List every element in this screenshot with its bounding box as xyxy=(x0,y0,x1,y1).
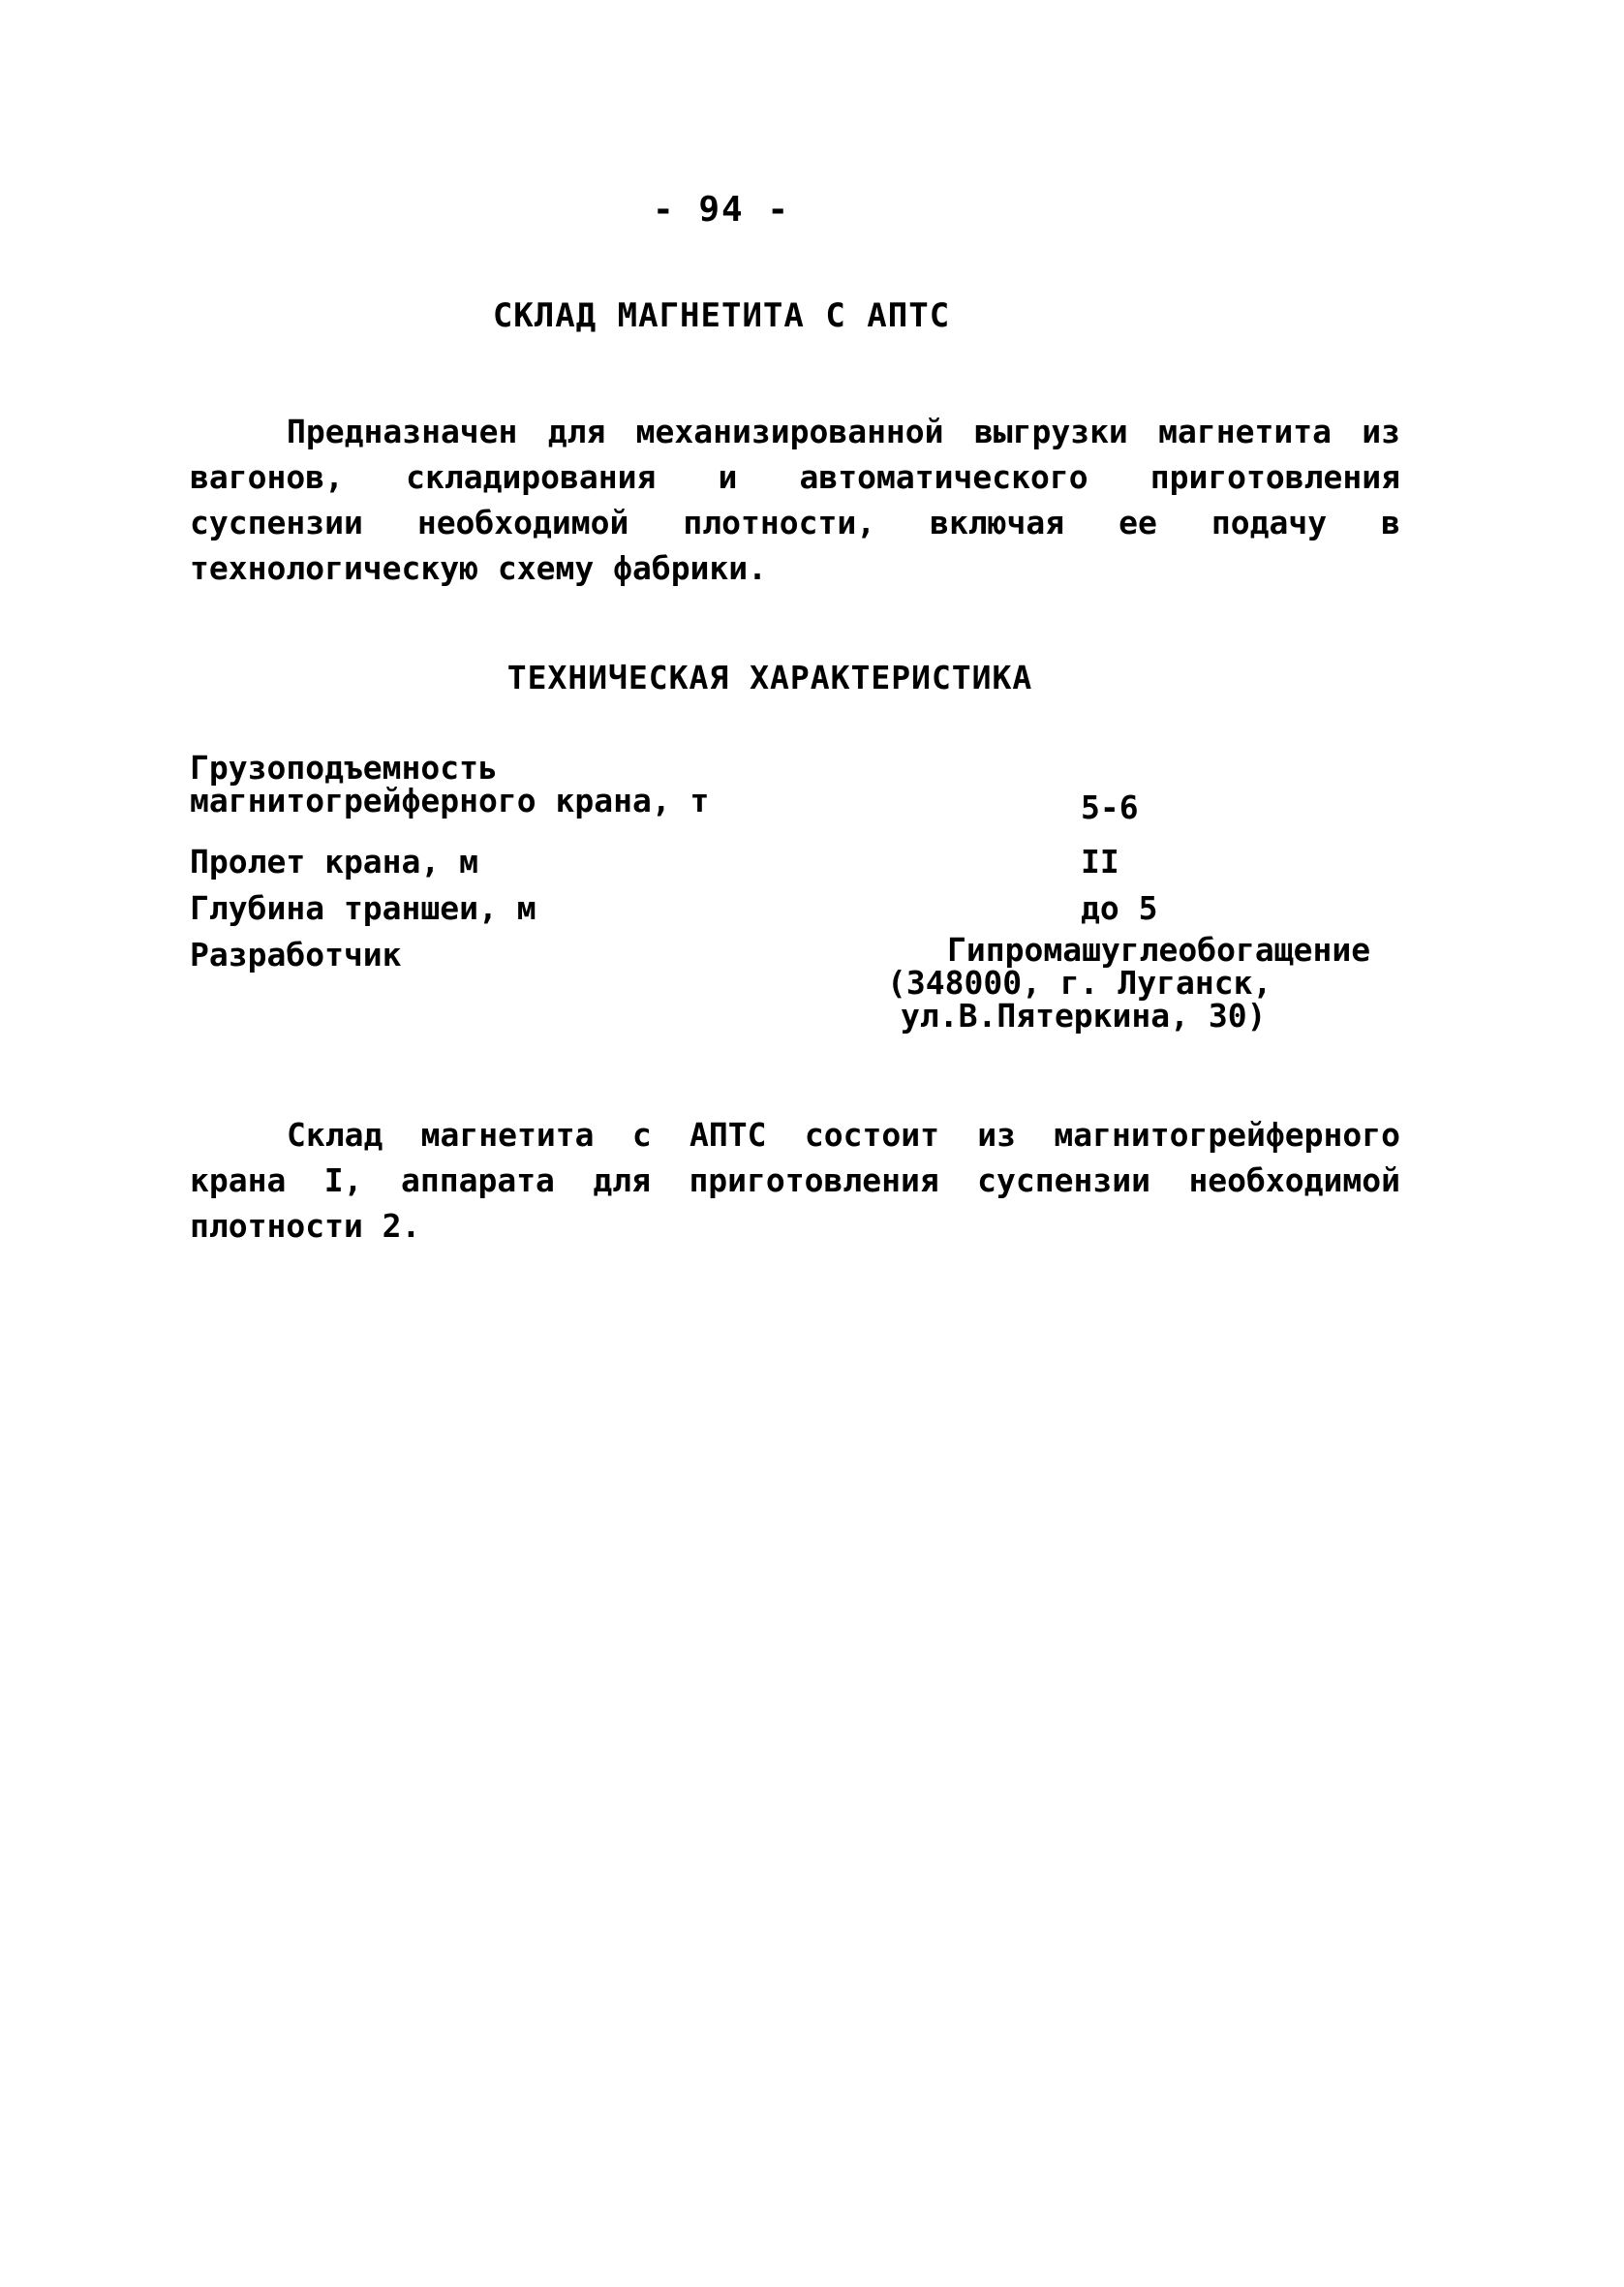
developer-address-line2: ул.В.Пятеркина, 30) xyxy=(901,997,1267,1035)
developer-address-line1: (348000, г. Луганск, xyxy=(887,964,1272,1002)
developer-label: Разработчик xyxy=(190,936,402,974)
spec-row-depth xyxy=(190,887,1429,934)
spec-label: Глубина траншеи, м xyxy=(190,889,536,927)
spec-value: до 5 xyxy=(1081,889,1158,927)
intro-paragraph: Предназначен для механизированной выгрузки магнетита из вагонов, складирования и автоматического приготовления суспензии необходимой плотности, включая ее подачу в технологическую схему фабрики. xyxy=(190,413,1400,587)
spec-row-capacity xyxy=(190,749,1429,841)
spec-value: 5-6 xyxy=(1081,788,1139,826)
closing-paragraph: Склад магнетита с АПТС состоит из магнитогрейферного крана I, аппарата для приготовления суспензии необходимой плотности 2. xyxy=(190,1116,1400,1245)
spec-label: Грузоподъемность магнитогрейферного крана, т xyxy=(190,749,710,819)
developer-name: Гипромашуглеобогащение xyxy=(947,931,1371,969)
page-title: СКЛАД МАГНЕТИТА С АПТС xyxy=(492,296,951,335)
specs-table xyxy=(190,749,1429,1040)
spec-row-developer xyxy=(190,931,1429,1040)
spec-label: Пролет крана, м xyxy=(190,843,479,881)
spec-value: II xyxy=(1081,843,1119,881)
developer-info xyxy=(887,931,1468,1035)
page-number: - 94 - xyxy=(652,190,791,230)
spec-row-span xyxy=(190,841,1429,887)
specs-title: ТЕХНИЧЕСКАЯ ХАРАКТЕРИСТИКА xyxy=(506,659,1033,696)
